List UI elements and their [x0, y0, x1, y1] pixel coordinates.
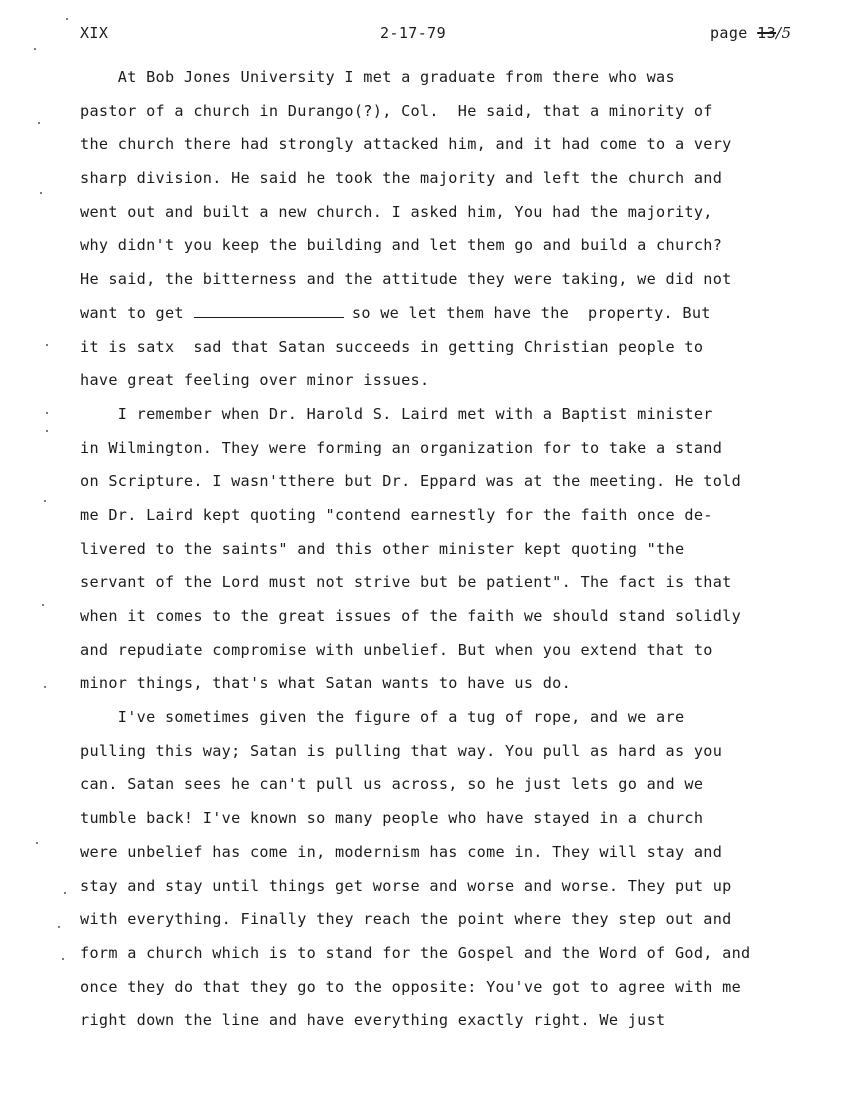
scan-speck	[46, 344, 48, 346]
scan-speck	[36, 842, 38, 844]
text-line: with everything. Finally they reach the point where they step out and	[80, 910, 732, 929]
text-line: stay and stay until things get worse and worse and worse. They put up	[80, 876, 732, 895]
text-line: it is satx sad that Satan succeeds in getting Christian people to	[80, 337, 704, 356]
text-line: were unbelief has come in, modernism has come in. They will stay and	[80, 842, 723, 861]
text-line-with-blank	[80, 297, 820, 331]
scan-speck	[38, 122, 40, 124]
scan-speck	[42, 604, 44, 606]
scan-speck	[40, 192, 42, 194]
struck-page-number: 13	[757, 24, 777, 42]
text-line: when it comes to the great issues of the faith we should stand solidly	[80, 607, 742, 625]
text-line: pastor of a church in Durango(?), Col. He said, that a minority of	[80, 101, 713, 120]
page-number	[710, 24, 791, 42]
blank-line-before: want to get	[80, 303, 184, 322]
chapter-number: XIX	[80, 24, 109, 42]
text-line: sharp division. He said he took the majority and left the church and	[80, 169, 723, 188]
text-line: right down the line and have everything exactly right. We just	[80, 1011, 666, 1030]
text-line: form a church which is to stand for the Gospel and the Word of God, and	[80, 943, 751, 962]
text-line: pulling this way; Satan is pulling that way. You pull as hard as you	[80, 741, 723, 760]
text-line: tumble back! I've known so many people who have stayed in a church	[80, 809, 704, 828]
blank-line-after: so we let them have the property. But	[351, 303, 711, 322]
fill-in-blank	[194, 305, 344, 318]
text-line: on Scripture. I wasn'tthere but Dr. Eppard was at the meeting. He told	[80, 472, 742, 491]
text-line: me Dr. Laird kept quoting "contend earnestly for the faith once de-	[80, 505, 713, 524]
document-date: 2-17-79	[380, 24, 447, 42]
text-line: why didn't you keep the building and let them go and build a church?	[80, 236, 723, 255]
scan-speck	[46, 430, 48, 432]
text-line: I remember when Dr. Harold S. Laird met with a Baptist minister	[80, 404, 713, 423]
text-line: once they do that they go to the opposite: You've got to agree with me	[80, 977, 742, 996]
text-line: have great feeling over minor issues.	[80, 371, 430, 390]
scan-speck	[66, 18, 68, 20]
text-line: minor things, that's what Satan wants to have us do.	[80, 674, 572, 693]
typed-body-text	[80, 61, 820, 1038]
scan-speck	[62, 958, 64, 960]
text-line: livered to the saints" and this other minister kept quoting "the	[80, 539, 685, 558]
text-line: in Wilmington. They were forming an organization for to take a stand	[80, 438, 723, 457]
scan-speck	[46, 412, 48, 414]
text-line: I've sometimes given the figure of a tug of rope, and we are	[80, 708, 685, 727]
handwritten-page-number: /5	[776, 24, 792, 42]
text-line: can. Satan sees he can't pull us across, so he just lets go and we	[80, 775, 704, 794]
scan-speck	[58, 926, 60, 928]
text-line: went out and built a new church. I asked him, You had the majority,	[80, 202, 713, 221]
scan-speck	[44, 686, 46, 688]
page-label: page	[710, 24, 748, 42]
scan-speck	[44, 500, 46, 502]
text-line: the church there had strongly attacked him, and it had come to a very	[80, 135, 732, 154]
text-line: He said, the bitterness and the attitude they were taking, we did not	[80, 270, 732, 289]
text-line: servant of the Lord must not strive but be patient". The fact is that	[80, 573, 732, 592]
text-line: At Bob Jones University I met a graduate from there who was	[80, 68, 675, 86]
scan-speck	[64, 892, 66, 894]
text-line: and repudiate compromise with unbelief. But when you extend that to	[80, 640, 713, 659]
scan-speck	[34, 48, 36, 50]
